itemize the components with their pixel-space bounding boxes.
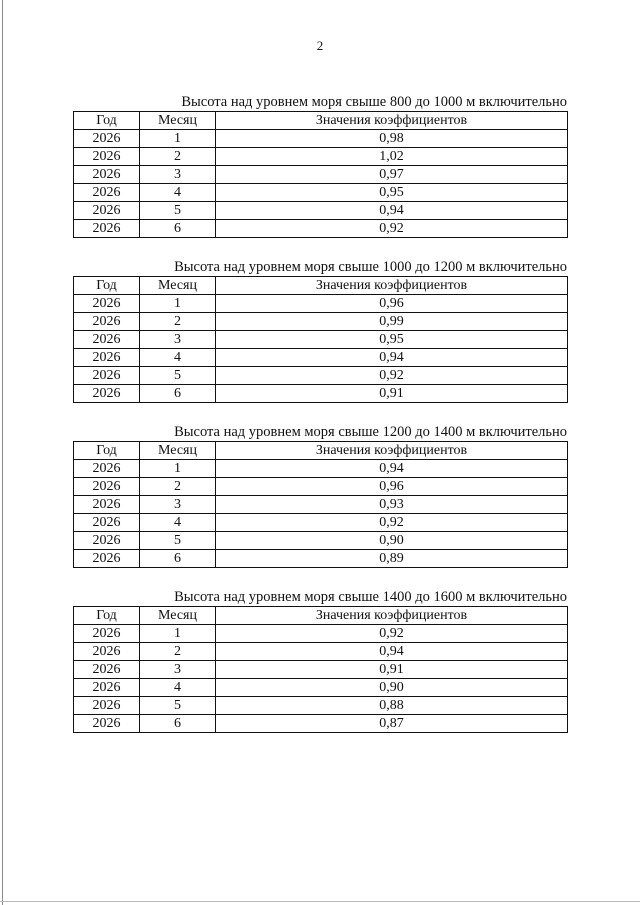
table-row — [74, 679, 568, 697]
cell-value: 0,94 — [216, 643, 568, 661]
header-value: Значения коэффициентов — [216, 442, 568, 460]
cell-year: 2026 — [74, 148, 140, 166]
cell-value: 0,91 — [216, 385, 568, 403]
header-value: Значения коэффициентов — [216, 277, 568, 295]
table-row — [74, 349, 568, 367]
cell-month: 2 — [140, 148, 216, 166]
table-caption: Высота над уровнем моря свыше 1400 до 1600 м включительно — [174, 589, 567, 605]
scan-edge-left — [2, 0, 3, 905]
cell-month: 6 — [140, 715, 216, 733]
table-row — [74, 460, 568, 478]
table-row — [74, 130, 568, 148]
cell-year: 2026 — [74, 202, 140, 220]
cell-month: 5 — [140, 367, 216, 385]
cell-value: 1,02 — [216, 148, 568, 166]
cell-value: 0,94 — [216, 349, 568, 367]
cell-month: 5 — [140, 532, 216, 550]
cell-year: 2026 — [74, 130, 140, 148]
table-row — [74, 331, 568, 349]
cell-year: 2026 — [74, 349, 140, 367]
table-caption: Высота над уровнем моря свыше 1200 до 1400 м включительно — [174, 424, 567, 440]
cell-year: 2026 — [74, 478, 140, 496]
cell-month: 5 — [140, 202, 216, 220]
table-caption: Высота над уровнем моря свыше 1000 до 1200 м включительно — [174, 259, 567, 275]
cell-month: 6 — [140, 550, 216, 568]
cell-value: 0,90 — [216, 679, 568, 697]
cell-month: 3 — [140, 496, 216, 514]
cell-value: 0,93 — [216, 496, 568, 514]
cell-month: 5 — [140, 697, 216, 715]
table-row — [74, 532, 568, 550]
cell-month: 3 — [140, 166, 216, 184]
cell-value: 0,96 — [216, 478, 568, 496]
table-row — [74, 367, 568, 385]
header-month: Месяц — [140, 277, 216, 295]
table-row — [74, 313, 568, 331]
cell-month: 1 — [140, 130, 216, 148]
coefficients-table — [73, 276, 568, 403]
cell-month: 2 — [140, 313, 216, 331]
header-month: Месяц — [140, 442, 216, 460]
cell-month: 1 — [140, 460, 216, 478]
cell-month: 3 — [140, 661, 216, 679]
table-row — [74, 550, 568, 568]
cell-value: 0,90 — [216, 532, 568, 550]
header-row — [74, 607, 568, 625]
cell-value: 0,97 — [216, 166, 568, 184]
cell-year: 2026 — [74, 697, 140, 715]
cell-month: 4 — [140, 514, 216, 532]
cell-year: 2026 — [74, 679, 140, 697]
header-row — [74, 442, 568, 460]
table-row — [74, 202, 568, 220]
cell-month: 4 — [140, 679, 216, 697]
cell-year: 2026 — [74, 715, 140, 733]
cell-year: 2026 — [74, 643, 140, 661]
cell-value: 0,94 — [216, 202, 568, 220]
cell-year: 2026 — [74, 367, 140, 385]
cell-value: 0,88 — [216, 697, 568, 715]
cell-year: 2026 — [74, 625, 140, 643]
scan-edge-bottom — [0, 901, 640, 902]
header-month: Месяц — [140, 112, 216, 130]
header-value: Значения коэффициентов — [216, 112, 568, 130]
coefficients-table — [73, 111, 568, 238]
cell-year: 2026 — [74, 295, 140, 313]
table-block-800-1000 — [73, 95, 567, 238]
cell-value: 0,92 — [216, 514, 568, 532]
cell-year: 2026 — [74, 460, 140, 478]
cell-value: 0,95 — [216, 184, 568, 202]
cell-value: 0,92 — [216, 220, 568, 238]
table-row — [74, 295, 568, 313]
header-value: Значения коэффициентов — [216, 607, 568, 625]
cell-month: 4 — [140, 184, 216, 202]
cell-year: 2026 — [74, 550, 140, 568]
cell-year: 2026 — [74, 184, 140, 202]
cell-year: 2026 — [74, 331, 140, 349]
table-row — [74, 478, 568, 496]
table-row — [74, 220, 568, 238]
cell-value: 0,94 — [216, 460, 568, 478]
cell-year: 2026 — [74, 661, 140, 679]
header-year: Год — [74, 112, 140, 130]
header-year: Год — [74, 442, 140, 460]
cell-year: 2026 — [74, 514, 140, 532]
cell-year: 2026 — [74, 220, 140, 238]
table-row — [74, 661, 568, 679]
cell-value: 0,95 — [216, 331, 568, 349]
table-block-1000-1200 — [73, 260, 567, 403]
cell-month: 6 — [140, 220, 216, 238]
cell-value: 0,99 — [216, 313, 568, 331]
table-row — [74, 715, 568, 733]
cell-year: 2026 — [74, 385, 140, 403]
coefficients-table — [73, 606, 568, 733]
table-row — [74, 148, 568, 166]
cell-month: 4 — [140, 349, 216, 367]
table-row — [74, 697, 568, 715]
cell-value: 0,92 — [216, 367, 568, 385]
coefficients-table — [73, 441, 568, 568]
table-caption: Высота над уровнем моря свыше 800 до 1000 м включительно — [181, 94, 567, 110]
header-row — [74, 277, 568, 295]
table-row — [74, 496, 568, 514]
cell-value: 0,87 — [216, 715, 568, 733]
table-row — [74, 385, 568, 403]
cell-month: 6 — [140, 385, 216, 403]
cell-year: 2026 — [74, 166, 140, 184]
cell-month: 2 — [140, 478, 216, 496]
cell-year: 2026 — [74, 532, 140, 550]
header-year: Год — [74, 277, 140, 295]
cell-value: 0,98 — [216, 130, 568, 148]
cell-month: 2 — [140, 643, 216, 661]
table-row — [74, 166, 568, 184]
page-number: 2 — [316, 38, 324, 53]
header-month: Месяц — [140, 607, 216, 625]
cell-month: 1 — [140, 625, 216, 643]
cell-value: 0,89 — [216, 550, 568, 568]
table-row — [74, 625, 568, 643]
table-block-1200-1400 — [73, 425, 567, 568]
cell-month: 3 — [140, 331, 216, 349]
header-row — [74, 112, 568, 130]
table-row — [74, 514, 568, 532]
cell-value: 0,91 — [216, 661, 568, 679]
table-block-1400-1600 — [73, 590, 567, 733]
header-year: Год — [74, 607, 140, 625]
cell-value: 0,92 — [216, 625, 568, 643]
cell-year: 2026 — [74, 496, 140, 514]
table-row — [74, 643, 568, 661]
cell-year: 2026 — [74, 313, 140, 331]
table-row — [74, 184, 568, 202]
cell-month: 1 — [140, 295, 216, 313]
cell-value: 0,96 — [216, 295, 568, 313]
